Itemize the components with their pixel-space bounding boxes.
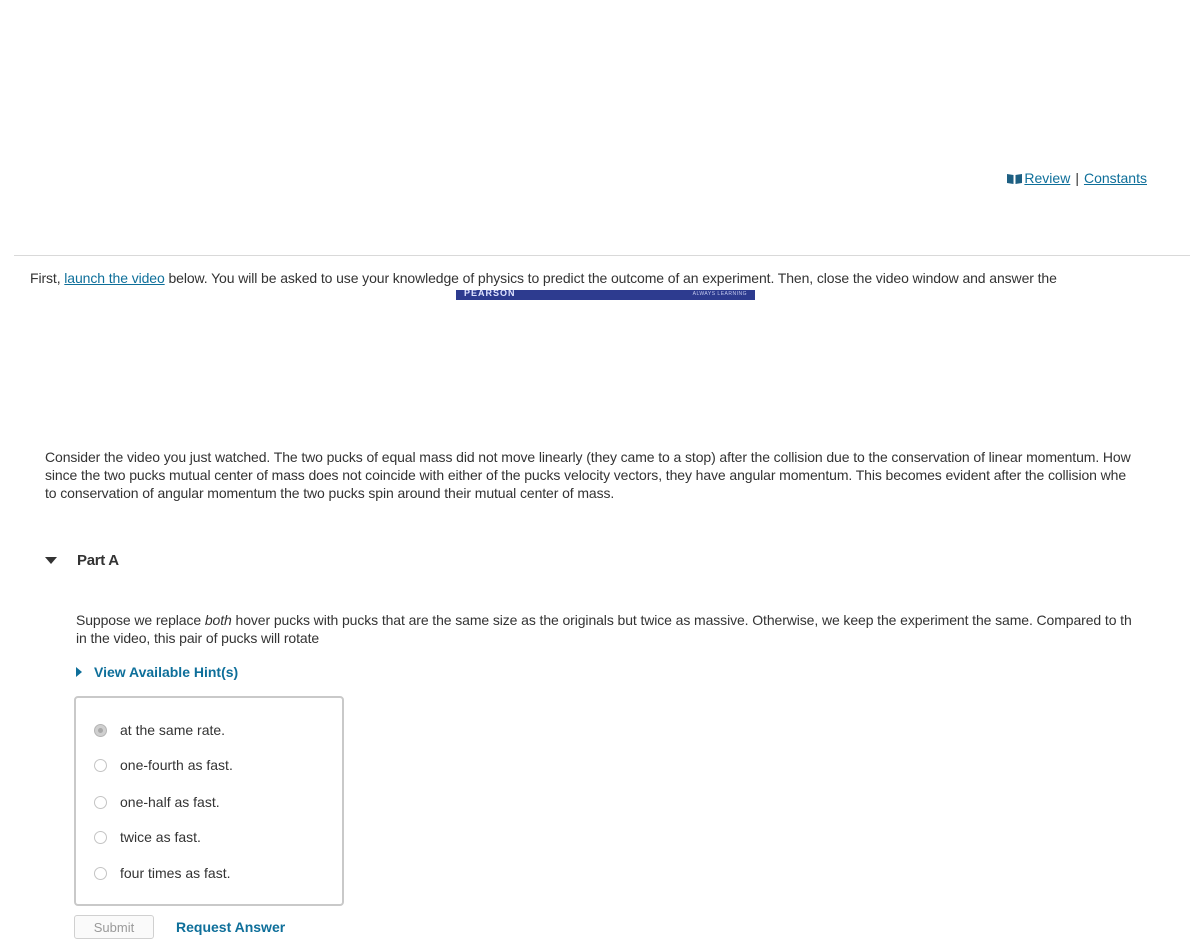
video-player[interactable] xyxy=(456,290,755,300)
submit-button[interactable]: Submit xyxy=(74,915,154,939)
book-icon xyxy=(1007,171,1022,187)
link-separator: | xyxy=(1075,170,1079,186)
choice-four-times[interactable] xyxy=(94,865,230,881)
radio-button[interactable] xyxy=(94,759,107,772)
launch-video-link[interactable]: launch the video xyxy=(64,270,165,286)
choice-label: one-fourth as fast. xyxy=(120,757,233,773)
question-emphasis: both xyxy=(204,612,232,628)
radio-button[interactable] xyxy=(94,867,107,880)
view-hints-toggle[interactable] xyxy=(76,664,238,680)
answer-choices xyxy=(74,696,344,906)
choice-label: four times as fast. xyxy=(120,865,231,881)
constants-link[interactable]: Constants xyxy=(1083,170,1147,186)
choice-twice[interactable] xyxy=(94,829,201,845)
video-tagline: ALWAYS LEARNING xyxy=(692,291,747,297)
consider-line: since the two pucks mutual center of mass does not coincide with either of the pucks velocity vectors, they have angular momentum. This becomes evident after the collision whe xyxy=(45,467,1127,483)
view-hints-label: View Available Hint(s) xyxy=(94,664,239,680)
part-a-toggle[interactable] xyxy=(45,552,119,569)
consider-line: to conservation of angular momentum the two pucks spin around their mutual center of mass. xyxy=(45,485,615,501)
choice-label: one-half as fast. xyxy=(120,794,220,810)
intro-prefix: First, xyxy=(30,270,65,286)
intro-text xyxy=(30,270,1200,286)
question-text xyxy=(76,611,1200,647)
question-line: in the video, this pair of pucks will rotate xyxy=(76,630,320,646)
part-title: Part A xyxy=(77,552,119,569)
choice-label: at the same rate. xyxy=(120,722,226,738)
video-brand-logo: PEARSON xyxy=(464,290,516,298)
review-link[interactable]: Review xyxy=(1024,170,1071,186)
choice-label: twice as fast. xyxy=(120,829,201,845)
intro-suffix: below. You will be asked to use your knowledge of physics to predict the outcome of an experiment. Then, close the video window and answer the xyxy=(164,270,1057,286)
consider-paragraph xyxy=(45,448,1200,502)
request-answer-link[interactable]: Request Answer xyxy=(176,919,286,935)
header-divider xyxy=(14,255,1190,256)
choice-same-rate[interactable] xyxy=(94,722,225,738)
radio-button[interactable] xyxy=(94,724,107,737)
top-links xyxy=(1007,170,1147,187)
choice-one-half[interactable] xyxy=(94,794,220,810)
caret-right-icon xyxy=(76,667,82,677)
question-line xyxy=(76,611,1200,629)
radio-button[interactable] xyxy=(94,831,107,844)
question-post: hover pucks with pucks that are the same size as the originals but twice as massive. Otherwise, we keep the experiment the same. Compared to th xyxy=(231,612,1132,628)
radio-button[interactable] xyxy=(94,796,107,809)
consider-line: Consider the video you just watched. The two pucks of equal mass did not move linearly (they came to a stop) after the collision due to the conservation of linear momentum. How xyxy=(45,449,1131,465)
choice-one-fourth[interactable] xyxy=(94,757,233,773)
question-pre: Suppose we replace xyxy=(76,612,205,628)
caret-down-icon xyxy=(45,557,57,564)
